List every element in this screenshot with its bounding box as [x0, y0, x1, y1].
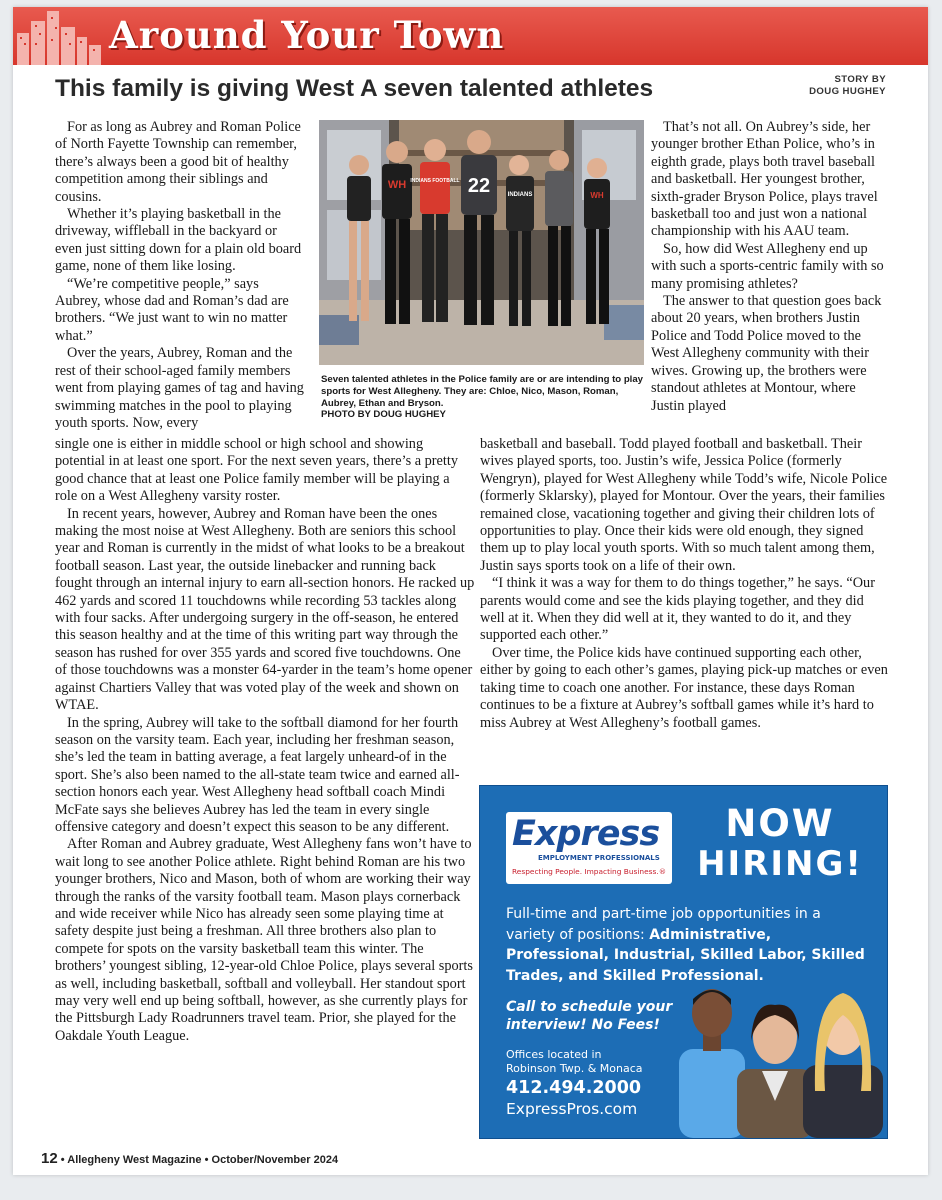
paragraph: “We’re competitive people,” says Aubrey, whose dad and Roman’s dad are brothers. “We just want to win no matter what.” — [55, 275, 289, 344]
ad-body-text: Full-time and part-time job opportunities in a variety of positions: — [506, 906, 821, 943]
city-skyline-graphic — [13, 7, 103, 65]
text-column-4 — [480, 436, 888, 732]
photo-caption — [321, 374, 651, 421]
shirt-text-wh: WH — [387, 179, 407, 191]
shirt-text-football: INDIANS FOOTBALL — [410, 178, 460, 184]
paragraph: That’s not all. On Aubrey’s side, her younger brother Ethan Police, who’s in eighth grade, plays both travel baseball and basketball. Her youngest brother, sixth-grader Bryson Police, plays travel basketball too and just won a national championship with his AAU team. — [651, 119, 878, 240]
page-footer: 12 • Allegheny West Magazine • October/November 2024 — [41, 1150, 339, 1167]
heading-hiring: HIRING! — [697, 844, 863, 884]
paragraph: After Roman and Aubrey graduate, West Allegheny fans won’t have to wait long to see another Police athlete. Right behind Roman are his two younger brothers, Nico and Mason, both of whom are working their way through the ranks of the varsity football team. Mason plays cornerback and wide receiver while Nico has already seen some playing time at safety despite just being a freshman. All three brothers also plan to compete for spots on the varsity basketball team this winter. The brothers’ youngest sibling, 12-year-old Chloe Police, plays several sports as well, including basketball, softball and volleyball. Her standout sport may very well end up being softball, however, as she currently plays for the Pittsburgh Lady Roadrunners travel team. Prior, she played for the Oakdale Youth League. — [55, 836, 473, 1044]
paragraph: In the spring, Aubrey will take to the softball diamond for her fourth season on the varsity team. Each year, including her freshman season, she’s led the team in batting average, a feat largely unheard-of in the sport. She’s also been named to the all-state team twice and earned all-section honors each year. West Allegheny head softball coach Mindi McFate says she believes Aubrey has led the team in every single offensive category and doesn’t expect this season to be any different. — [55, 714, 460, 835]
now-hiring-heading — [690, 804, 870, 884]
logo-brand: Express — [512, 814, 660, 854]
byline — [809, 74, 886, 98]
ad-cta-line2: interview! No Fees! — [506, 1017, 660, 1033]
paragraph: Over the years, Aubrey, Roman and the rest of their school-aged family members went from playing games of tag and having swimming matches in the pool to playing youth sports. Now, every — [55, 345, 304, 431]
family-photo — [319, 120, 644, 365]
text-column-3 — [651, 119, 891, 415]
article-headline: This family is giving West A seven talented athletes — [55, 75, 654, 102]
paragraph: For as long as Aubrey and Roman Police of North Fayette Township can remember, there’s always been a good bit of healthy competition among their siblings and cousins. — [55, 119, 301, 205]
section-banner — [13, 7, 928, 65]
ad-cta-line1: Call to schedule your — [506, 999, 673, 1015]
paragraph: In recent years, however, Aubrey and Roman have been the ones making the most noise at West Allegheny. Both are seniors this school year and Roman is currently in the midst of what looks to be a breakout football season. Last year, the outside linebacker and running back fought through an internal injury to earn all-section honors. He racked up 462 yards and scored 11 touchdowns while recording 53 tackles along with four sacks. After undergoing surgery in the off-season, he entered this season healthy and at the time of this writing part way through the season has rushed for over 355 yards and scored five touchdowns. One of those touchdowns was a monster 64-yarder in the team’s home opener against Chartiers Valley that was voted play of the week and shown on WTAE. — [55, 505, 475, 714]
text-column-1 — [55, 119, 305, 432]
logo-tagline: Respecting People. Impacting Business.® — [512, 867, 667, 876]
staff-man — [679, 989, 745, 1138]
express-logo — [506, 812, 672, 884]
staff-woman-center — [737, 1005, 813, 1138]
shirt-number-22: 22 — [467, 175, 491, 197]
paragraph: Over time, the Police kids have continued supporting each other, either by going to each other’s games, playing pick-up matches or even taking time to coach one another. For instance, these days Roman continues to be a fixture at Aubrey’s softball games while it’s hard to miss Aubrey at West Allegheny’s football games. — [480, 644, 888, 731]
paragraph: Whether it’s playing basketball in the driveway, wiffleball in the backyard or even just sitting down for a plain old board game, none of them like losing. — [55, 206, 302, 275]
ad-offices — [506, 1048, 643, 1076]
paragraph-continued: single one is either in middle school or high school and showing potential in at least one sport. For the next seven years, there’s a pretty good chance that at least one Police family member will be playing a role on a West Allegheny varsity roster. — [55, 436, 458, 505]
magazine-page — [13, 7, 928, 1175]
paragraph-continued: basketball and baseball. Todd played football and basketball. Their wives played sports, too. Justin’s wife, Jessica Police (formerly Wengryn), played for West Allegheny while Todd’s wife, Nicole Police (formerly Sklarsky), played for Montour. Over the years, their families remained close, vacationing together and giving their children lots of opportunities to play. Once their kids were old enough, they signed them up to play local youth sports. With so much talent among them, Justin says sports took on a life of their own. — [480, 436, 888, 574]
section-title: Around Your Town — [109, 13, 505, 57]
page-number: 12 — [41, 1150, 58, 1167]
paragraph: “I think it was a way for them to do things together,” he says. “Our parents would come and see the kids playing together, and they did well at it. When they did well at it, they wanted to do it, and they supported each other.” — [480, 575, 875, 644]
ad-cta — [506, 998, 672, 1034]
shirt-text-indians: INDIANS — [507, 192, 533, 198]
ad-phone[interactable]: 412.494.2000 — [506, 1078, 642, 1098]
staff-illustration — [675, 971, 887, 1138]
publication-name: Allegheny West Magazine — [67, 1154, 202, 1166]
ad-positions: Administrative, Professional, Industrial, Skilled Labor, Skilled Trades, and Skilled Professional. — [506, 926, 865, 984]
shirt-text-wh-2: WH — [590, 191, 604, 200]
photo-credit: PHOTO BY DOUG HUGHEY — [321, 409, 446, 421]
heading-now: NOW — [725, 802, 835, 845]
paragraph: So, how did West Allegheny end up with such a sports-centric family with so many promising athletes? — [651, 240, 884, 292]
byline-author: DOUG HUGHEY — [809, 86, 886, 97]
byline-label: STORY BY — [834, 74, 886, 85]
offices-line2: Robinson Twp. & Monaca — [506, 1062, 643, 1075]
express-hiring-ad — [479, 785, 888, 1139]
staff-woman-right — [803, 993, 883, 1138]
text-column-wide — [55, 436, 475, 1045]
offices-line1: Offices located in — [506, 1048, 602, 1061]
issue-date: October/November 2024 — [211, 1154, 339, 1166]
caption-text: Seven talented athletes in the Police family are or are intending to play sports for West Allegheny. They are: Chloe, Nico, Mason, Roman, Aubrey, Ethan and Bryson. — [321, 374, 644, 409]
paragraph: The answer to that question goes back about 20 years, when brothers Justin Police and Todd Police moved to the West Allegheny community with their wives. Growing up, the brothers were standout athletes at Montour, where Justin played — [651, 293, 882, 414]
ad-website[interactable]: ExpressPros.com — [506, 1100, 638, 1118]
logo-sub: EMPLOYMENT PROFESSIONALS — [538, 854, 660, 862]
